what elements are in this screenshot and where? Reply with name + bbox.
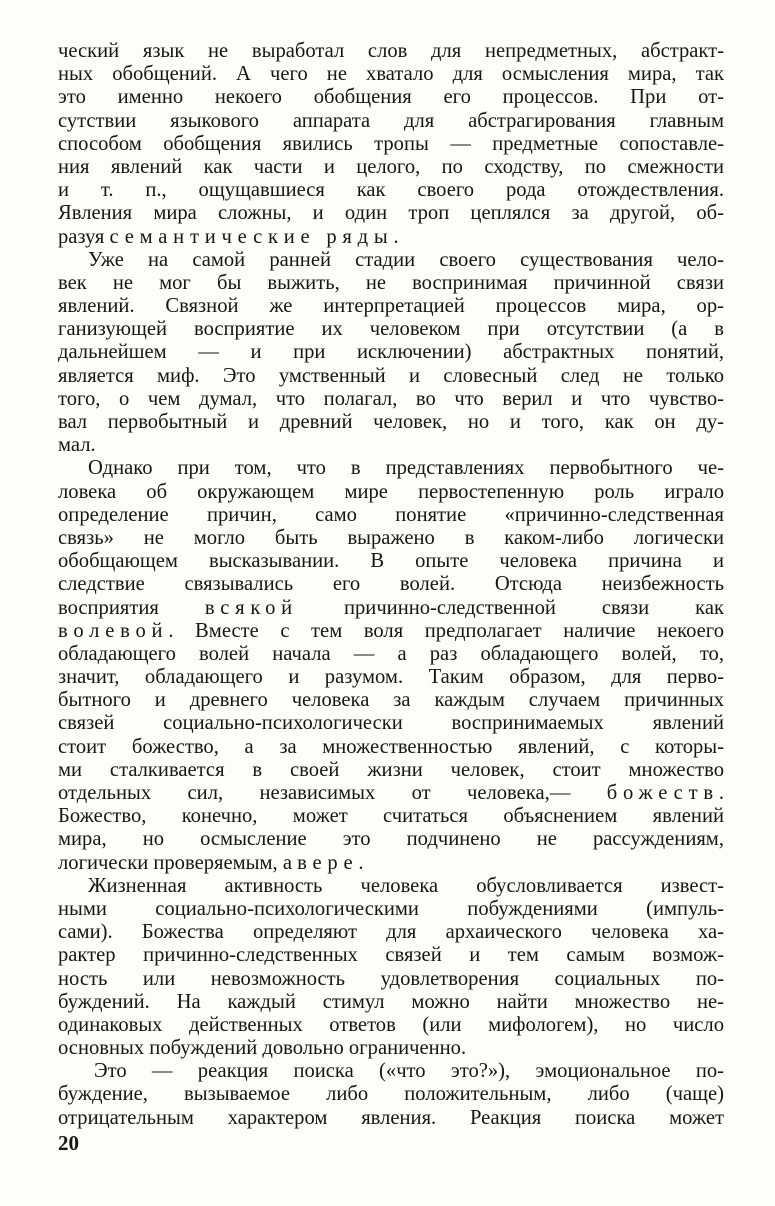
- text-line: буждений. На каждый стимул можно найти множество не-: [58, 990, 724, 1013]
- text-fragment: .: [393, 225, 399, 248]
- text-line: явлений. Связной же интерпретацией процессов мира, ор-: [58, 295, 724, 318]
- text-line: связей социально-психологически воспринимаемых явлений: [58, 712, 724, 735]
- text-line: мира, но осмысление это подчинено не рассуждениям,: [58, 828, 724, 851]
- paragraph-start-line: Уже на самой ранней стадии своего существования чело-: [88, 248, 724, 271]
- spaced-emphasis: семантические ряды: [109, 225, 394, 248]
- text-line: рактер причинно-следственных связей и тем самым возмож-: [58, 944, 724, 967]
- text-line: дальнейшем — и при исключении) абстрактных понятий,: [58, 341, 724, 364]
- text-fragment: отдельных сил, независимых от человека,—: [58, 782, 607, 804]
- paragraph-start-line: Однако при том, что в представлениях первобытного че-: [88, 457, 724, 480]
- text-line: обладающего волей начала — а раз обладающего волей, то,: [58, 642, 724, 665]
- text-line: ность или невозможность удовлетворения социальных по-: [58, 967, 724, 990]
- text-line: ловека об окружающем мире первостепенную роль играло: [58, 480, 724, 503]
- text-fragment: . Вместе с тем воля предполагает наличие некоего: [168, 619, 724, 642]
- text-fragment: причинно-следственной связи как: [297, 596, 724, 619]
- text-line: обобщающем высказывании. В опыте человека причина и: [58, 550, 724, 573]
- text-line: ными социально-психологическими побуждениями (импуль-: [58, 897, 724, 920]
- text-line: отрицательным характером явления. Реакция поиска может: [58, 1106, 724, 1129]
- text-line: ния явлений как части и целого, по сходству, по смежности: [58, 155, 724, 178]
- text-line: вал первобытный и древний человек, но и того, как он ду-: [58, 411, 724, 433]
- text-fragment: .: [718, 782, 724, 804]
- text-line: связь» не могло быть выражено в каком-либо логически: [58, 526, 724, 549]
- text-line: следствие связывались его волей. Отсюда неизбежность: [58, 573, 724, 596]
- text-line: [58, 620, 724, 643]
- spaced-emphasis: всякой: [204, 596, 298, 619]
- text-fragment: .: [358, 851, 364, 874]
- paragraph-start-line: Жизненная активность человека обусловливается извест-: [88, 874, 724, 897]
- text-fragment: логически проверяемым, а: [58, 851, 298, 874]
- text-line: [58, 226, 724, 249]
- text-line: основных побуждений довольно ограниченно.: [58, 1037, 467, 1060]
- text-line: ных обобщений. А чего не хватало для осмысления мира, так: [58, 63, 724, 86]
- text-line: стоит божество, а за множественностью явлений, с которы-: [58, 735, 724, 758]
- text-line: ческий язык не выработал слов для непредметных, абстракт-: [58, 40, 724, 62]
- text-line: бытного и древнего человека за каждым случаем причинных: [58, 689, 724, 712]
- paragraph-start-line: Это — реакция поиска («что это?»), эмоциональное по-: [94, 1060, 724, 1083]
- text-line: сами). Божества определяют для архаического человека ха-: [58, 921, 724, 944]
- text-line: Божество, конечно, может считаться объяснением явлений: [58, 805, 724, 828]
- text-line: [58, 597, 724, 620]
- spaced-emphasis: вере: [297, 851, 359, 874]
- text-line: того, о чем думал, что полагал, во что верил и что чувство-: [58, 387, 724, 410]
- text-line: способом обобщения явились тропы — предметные сопоставле-: [58, 132, 724, 155]
- text-line: определение причин, само понятие «причинно-следственная: [58, 503, 724, 526]
- text-line: ми сталкивается в своей жизни человек, стоит множество: [58, 758, 724, 781]
- text-line: век не мог бы выжить, не воспринимая причинной связи: [58, 271, 724, 294]
- body-text: [58, 40, 724, 1130]
- text-line: значит, обладающего и разумом. Таким образом, для перво-: [58, 666, 724, 689]
- text-fragment: восприятия: [58, 596, 205, 619]
- text-line: [58, 782, 724, 805]
- text-line: мал.: [58, 434, 96, 457]
- page-number: 20: [58, 1131, 79, 1155]
- text-line: и т. п., ощущавшиеся как своего рода отождествления.: [58, 179, 724, 202]
- spaced-emphasis: волевой: [58, 619, 169, 642]
- text-fragment: разуя: [58, 225, 110, 248]
- text-line: одинаковых действенных ответов (или мифологем), но число: [58, 1013, 724, 1036]
- text-line: сутствии языкового аппарата для абстрагирования главным: [58, 109, 724, 132]
- text-line: буждение, вызываемое либо положительным, либо (чаще): [58, 1083, 724, 1106]
- text-line: Явления мира сложны, и один троп цеплялся за другой, об-: [58, 202, 724, 225]
- text-line: это именно некоего обобщения его процессов. При от-: [58, 86, 724, 109]
- text-line: [58, 852, 724, 875]
- text-line: является миф. Это умственный и словесный след не только: [58, 364, 724, 387]
- text-line: ганизующей восприятие их человеком при отсутствии (а в: [58, 318, 724, 341]
- spaced-emphasis: божеств: [606, 782, 719, 804]
